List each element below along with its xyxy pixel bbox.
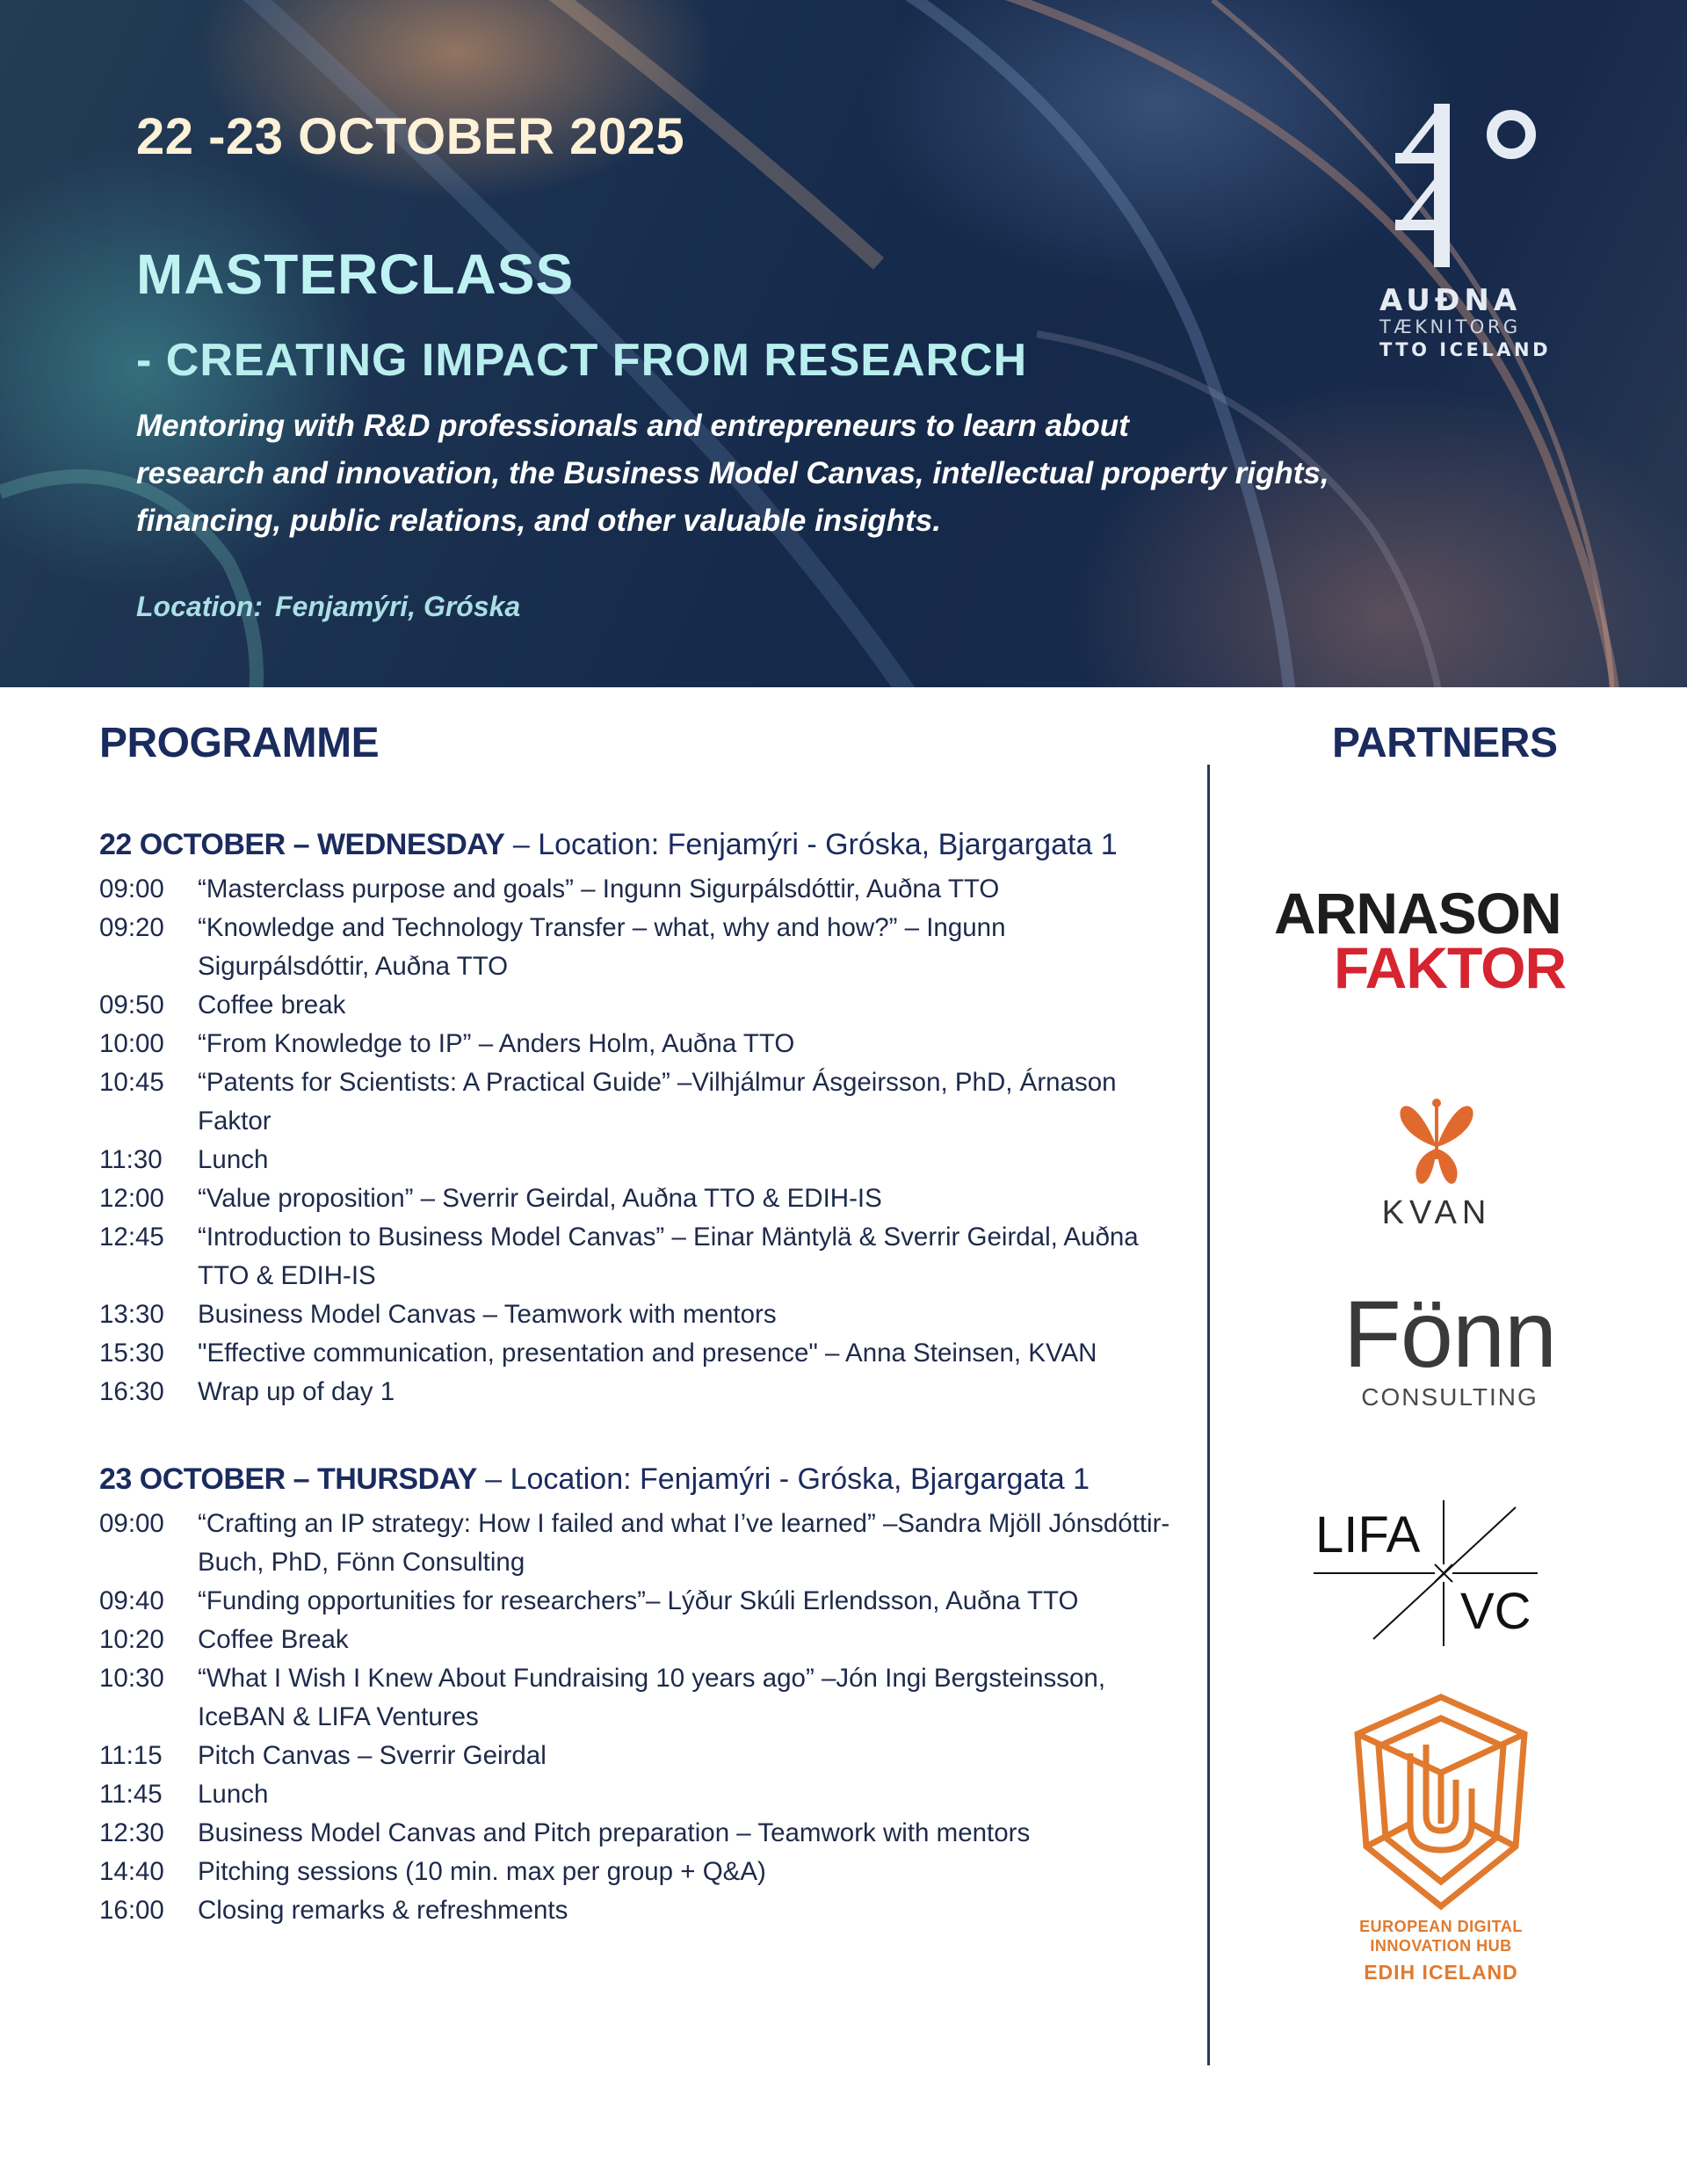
item-time: 12:30	[99, 1818, 164, 1847]
item-time: 12:00	[99, 1184, 164, 1213]
item-text: Coffee Break	[198, 1625, 349, 1654]
item-text: Pitching sessions (10 min. max per group + Q&A)	[198, 1857, 766, 1886]
item-time: 10:45	[99, 1068, 164, 1097]
schedule-item	[99, 909, 1180, 986]
schedule-item	[99, 986, 1180, 1025]
location-value: Fenjamýri, Gróska	[274, 591, 521, 622]
consulting-text: CONSULTING	[1361, 1383, 1539, 1411]
item-text: “Patents for Scientists: A Practical Guide” –Vilhjálmur Ásgeirsson, PhD, Árnason Faktor	[198, 1068, 1117, 1136]
day1-location: Location: Fenjamýri - Gróska, Bjargargata 1	[538, 828, 1118, 861]
schedule-item	[99, 1218, 1180, 1295]
audna-logo	[1379, 97, 1552, 360]
schedule-item	[99, 1853, 1180, 1891]
item-text: Closing remarks & refreshments	[198, 1896, 568, 1925]
day2-date: 23 OCTOBER	[99, 1462, 286, 1496]
logo-line3: TTO ICELAND	[1379, 339, 1552, 360]
description-line: research and innovation, the Business Model Canvas, intellectual property rights,	[136, 456, 1329, 490]
item-text: Pitch Canvas – Sverrir Geirdal	[198, 1741, 547, 1770]
day1-heading: 22 OCTOBER – WEDNESDAY – Location: Fenjamýri - Gróska, Bjargargata 1	[99, 828, 1118, 861]
schedule-item	[99, 1891, 1180, 1930]
edih-line3: EDIH ICELAND	[1364, 1961, 1518, 1984]
item-text: Wrap up of day 1	[198, 1377, 395, 1406]
fonn-text: Fönn	[1343, 1281, 1557, 1387]
item-time: 14:40	[99, 1857, 164, 1886]
item-time: 09:00	[99, 874, 164, 903]
item-time: 15:30	[99, 1339, 164, 1368]
item-time: 16:00	[99, 1896, 164, 1925]
item-text: “From Knowledge to IP” – Anders Holm, Auðna TTO	[198, 1029, 795, 1058]
fonn-consulting-logo	[1318, 1281, 1582, 1411]
masterclass-title: MASTERCLASS	[136, 243, 575, 306]
schedule-item	[99, 1737, 1180, 1775]
description-line: financing, public relations, and other valuable insights.	[136, 504, 941, 538]
logo-name: AUÐNA	[1379, 283, 1522, 318]
kvan-text: KVAN	[1381, 1194, 1492, 1231]
item-text: Lunch	[198, 1780, 269, 1809]
schedule-item	[99, 1334, 1180, 1373]
schedule-item	[99, 1141, 1180, 1179]
item-text: Business Model Canvas and Pitch preparation – Teamwork with mentors	[198, 1818, 1031, 1847]
edih-iceland-logo	[1336, 1692, 1546, 1984]
item-text: “Funding opportunities for researchers”– Lýður Skúli Erlendsson, Auðna TTO	[198, 1586, 1079, 1615]
item-time: 16:30	[99, 1377, 164, 1406]
edih-cube-icon	[1349, 1692, 1533, 1912]
edih-line1: EUROPEAN DIGITAL	[1359, 1918, 1523, 1935]
logo-line2: TÆKNITORG	[1379, 316, 1521, 337]
item-time: 11:30	[99, 1145, 163, 1174]
vc-text: VC	[1460, 1583, 1531, 1640]
masterclass-subtitle: - CREATING IMPACT FROM RESEARCH	[136, 335, 1028, 386]
hero-location	[136, 591, 520, 623]
hero-banner	[0, 0, 1687, 687]
item-text: Business Model Canvas – Teamwork with mentors	[198, 1300, 777, 1329]
schedule-item	[99, 1775, 1180, 1814]
schedule-item	[99, 1582, 1180, 1621]
schedule-item	[99, 1373, 1180, 1411]
description-line: Mentoring with R&D professionals and entrepreneurs to learn about	[136, 409, 1129, 443]
item-time: 13:30	[99, 1300, 164, 1329]
item-time: 12:45	[99, 1223, 164, 1252]
item-text: “What I Wish I Knew About Fundraising 10 years ago” –Jón Ingi Bergsteinsson, IceBAN & LIFA Ventures	[198, 1664, 1106, 1731]
day2-heading: 23 OCTOBER – THURSDAY – Location: Fenjamýri - Gróska, Bjargargata 1	[99, 1462, 1090, 1496]
audna-mark-icon	[1388, 97, 1538, 272]
column-divider	[1207, 765, 1210, 2065]
day1-schedule	[99, 870, 1180, 1411]
lifa-text: LIFA	[1315, 1506, 1421, 1564]
item-time: 10:30	[99, 1664, 164, 1693]
item-time: 09:50	[99, 990, 164, 1019]
item-time: 09:20	[99, 913, 164, 942]
schedule-item	[99, 1659, 1180, 1737]
item-time: 10:00	[99, 1029, 164, 1058]
masterclass-description	[136, 403, 1384, 545]
item-text: "Effective communication, presentation and presence" – Anna Steinsen, KVAN	[198, 1339, 1097, 1368]
schedule-item	[99, 1505, 1180, 1582]
arnason-faktor-logo	[1274, 881, 1582, 1000]
arnason-text: ARNASON	[1274, 881, 1561, 946]
item-time: 09:00	[99, 1509, 164, 1538]
faktor-text: FAKTOR	[1334, 935, 1567, 1000]
event-date: 22 -23 OCTOBER 2025	[136, 108, 685, 165]
item-time: 09:40	[99, 1586, 164, 1615]
butterfly-icon	[1397, 1094, 1476, 1191]
schedule-item	[99, 1814, 1180, 1853]
item-text: “Masterclass purpose and goals” – Ingunn Sigurpálsdóttir, Auðna TTO	[198, 874, 1000, 903]
item-text: Lunch	[198, 1145, 269, 1174]
item-text: Coffee break	[198, 990, 346, 1019]
item-time: 11:45	[99, 1780, 163, 1809]
item-text: “Knowledge and Technology Transfer – what, why and how?” – Ingunn Sigurpálsdóttir, Auðna TTO	[198, 913, 1006, 981]
item-time: 10:20	[99, 1625, 164, 1654]
day1-weekday: WEDNESDAY	[316, 828, 505, 861]
kvan-logo	[1344, 1094, 1529, 1232]
partners-heading: PARTNERS	[1332, 720, 1558, 766]
item-text: “Crafting an IP strategy: How I failed and what I’ve learned” –Sandra Mjöll Jónsdóttir-Buch, PhD, Fönn Consulting	[198, 1509, 1170, 1577]
day1-date: 22 OCTOBER	[99, 828, 286, 861]
location-label: Location:	[136, 591, 263, 622]
edih-line2: INNOVATION HUB	[1370, 1937, 1512, 1955]
programme-heading: PROGRAMME	[99, 720, 380, 766]
item-text: “Value proposition” – Sverrir Geirdal, Auðna TTO & EDIH-IS	[198, 1184, 882, 1213]
schedule-item	[99, 1179, 1180, 1218]
schedule-item	[99, 870, 1180, 909]
schedule-item	[99, 1063, 1180, 1141]
day2-schedule	[99, 1505, 1180, 1930]
item-time: 11:15	[99, 1741, 163, 1770]
lifa-vc-logo	[1314, 1498, 1542, 1648]
schedule-item	[99, 1621, 1180, 1659]
day2-weekday: THURSDAY	[316, 1462, 477, 1496]
day2-location: Location: Fenjamýri - Gróska, Bjargargata 1	[510, 1462, 1090, 1496]
item-text: “Introduction to Business Model Canvas” – Einar Mäntylä & Sverrir Geirdal, Auðna TTO & EDIH-IS	[198, 1223, 1139, 1290]
schedule-item	[99, 1025, 1180, 1063]
schedule-item	[99, 1295, 1180, 1334]
